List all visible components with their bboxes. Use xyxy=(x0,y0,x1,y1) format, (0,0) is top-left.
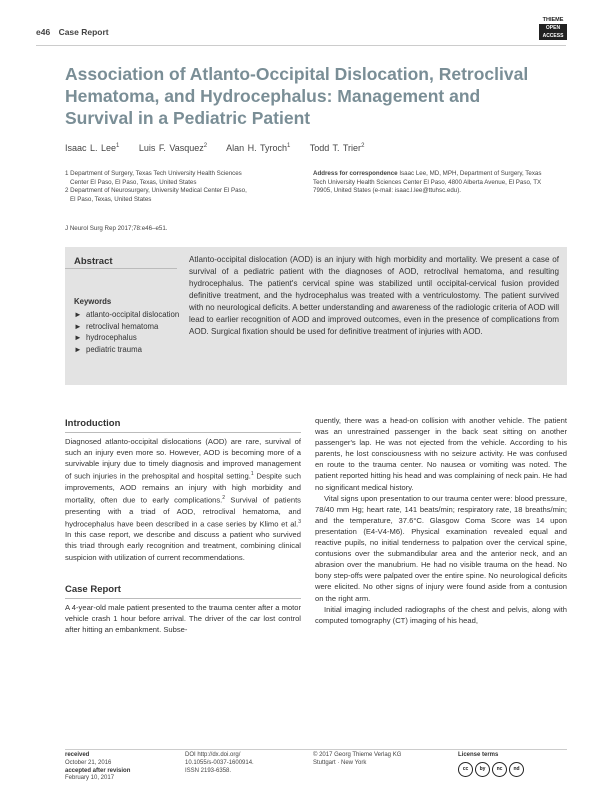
cc-license-icons xyxy=(458,762,558,777)
keywords-list xyxy=(74,309,184,355)
logo-access: ACCESS xyxy=(539,32,567,40)
section-rule xyxy=(65,598,301,599)
logo-open: OPEN xyxy=(539,24,567,32)
arrow-icon: ► xyxy=(74,333,82,342)
nc-icon: nc xyxy=(492,762,507,777)
author: Isaac L. Lee$^1$ xyxy=(65,143,120,153)
keyword-item: ► pediatric trauma xyxy=(74,344,142,354)
correspondence-address: Address for correspondence Isaac Lee, MD, MPH, Department of Surgery, Texas Tech University Health Sciences Center El Paso, 4800 Alberta Avenue, El Paso, TX 79905, United States (e-mail: isaac.l.lee@ttuhsc.edu). xyxy=(313,170,542,195)
introduction-heading: Introduction xyxy=(65,418,121,429)
footer-rule xyxy=(65,749,567,750)
abstract-divider xyxy=(65,268,177,269)
copyright-block: © 2017 Georg Thieme Verlag KG Stuttgart · New York xyxy=(313,752,402,766)
abstract-heading: Abstract xyxy=(74,256,113,267)
doi-block: DOI http://dx.doi.org/ 10.1055/s-0037-1600914. ISSN 2193-6358. xyxy=(185,752,254,774)
dates-block: received October 21, 2016 accepted after revision February 10, 2017 xyxy=(65,752,131,782)
section-rule xyxy=(65,432,301,433)
arrow-icon: ► xyxy=(74,321,82,331)
author: Todd T. Trier$^2$ xyxy=(309,143,365,153)
thieme-open-access-logo: THIEME OPEN ACCESS xyxy=(539,17,567,43)
by-icon: by xyxy=(475,762,490,777)
introduction-text: Diagnosed atlanto-occipital dislocations (AOD) are rare, survival of such an injury even more so. However, AOD is becoming more of a survivable injury due to timely diagnosis and improved management of such injuries in the prehospital and hospital setting.$^1$ Despite such improvements, AOD remains an injury with high morbidity and mortality, often due to early complications.$^2$ Survival of patients presenting with a triad of AOD, retroclival hematoma, and hydrocephalus have been described in a case series by Klimo et al.$^3$ In this case report, we describe and discuss a patient who survived this triad through early recognition and treatment, combining clinical suspicion with utilization of current recommendations. xyxy=(65,437,301,562)
author-list xyxy=(65,143,545,153)
case-report-continued: quently, there was a head-on collision with another vehicle. The patient was an unrestrained passenger in the back seat sitting on another passenger's lap. He was not ejected from the vehicle. According to his parents, he lost consciousness with no seizure activity. He was confused en route to the trauma center. No nausea or vomiting was noted. The patient reported hitting his head and was complaining of neck pain. He had no significant medical history. Vital signs upon presentation to our trauma center were: blood pressure, 78/40 mm Hg; heart rate, 141 beats/min; respiratory rate, 18 breaths/min; and the temperature, 37.6°C. Glasgow Coma Score was 14 upon presentation (E4-V4-M6). Physical examination revealed equal and reactive pupils, no initial tenderness to palpation over the cervical spine, contusions over the submandibular area and the anterior neck, and an abrasion over the manubrium. He had no visible trauma on the head. No bony step-offs were palpated over the entire spine. No neurological deficits were elicited. No other signs of injury were found aside from a contusion on the right arm. Initial imaging included radiographs of the chest and pelvis, along with computed tomography (CT) imaging of his head, xyxy=(315,416,567,625)
cc-icon: cc xyxy=(458,762,473,777)
keyword-item: ► hydrocephalus xyxy=(74,333,137,342)
keywords-heading: Keywords xyxy=(74,297,112,306)
affiliations: 1 Department of Surgery, Texas Tech University Health Sciences Center El Paso, El Paso, Texas, United States 2 Department of Neurosurgery, University Medical Center El Paso, El Paso, Texas, United States xyxy=(65,170,247,203)
header-rule xyxy=(36,45,566,46)
journal-citation: J Neurol Surg Rep 2017;78:e46–e51. xyxy=(65,225,168,232)
article-title: Association of Atlanto-Occipital Dislocation, Retroclival Hematoma, and Hydrocephalus: Management and Survival in a Pediatric Patient xyxy=(65,64,529,128)
author: Luis F. Vasquez$^2$ xyxy=(138,143,208,153)
license-block xyxy=(458,752,558,777)
arrow-icon: ► xyxy=(74,310,82,319)
keyword-item: ► atlanto-occipital dislocation xyxy=(74,310,180,319)
nd-icon: nd xyxy=(509,762,524,777)
arrow-icon: ► xyxy=(74,344,82,354)
author: Alan H. Tyroch$^1$ xyxy=(226,143,291,153)
abstract-text: Atlanto-occipital dislocation (AOD) is an injury with high morbidity and mortality. We present a case of survival of a pediatric patient with the diagnoses of AOD, retroclival hematoma, and resulting hydrocephalus. The patient's cervical spine was stabilized until occipital-cervical fusion provided definitive treatment, and the hydrocephalus was treated with a ventriculostomy. The patient survived with no neurological deficits. A better understanding and awareness of the radiologic criteria of AOD will lead to earlier recognition of AOD and improved outcomes, even in the presence of complications from AOD. Surgical fixation should be used for definitive treatment of injuries with AOD. xyxy=(189,255,559,337)
page-number: e46 xyxy=(36,27,51,37)
license-terms-label: License terms xyxy=(458,752,499,758)
case-report-heading: Case Report xyxy=(65,584,121,595)
section-label: Case Report xyxy=(58,27,109,37)
case-report-text-col1: A 4-year-old male patient presented to the trauma center after a motor vehicle crash 1 hour before arrival. The driver of the car lost control after hitting an embankment. Subse- xyxy=(65,603,301,635)
running-header xyxy=(36,27,109,37)
keyword-item: ► retroclival hematoma xyxy=(74,321,159,331)
